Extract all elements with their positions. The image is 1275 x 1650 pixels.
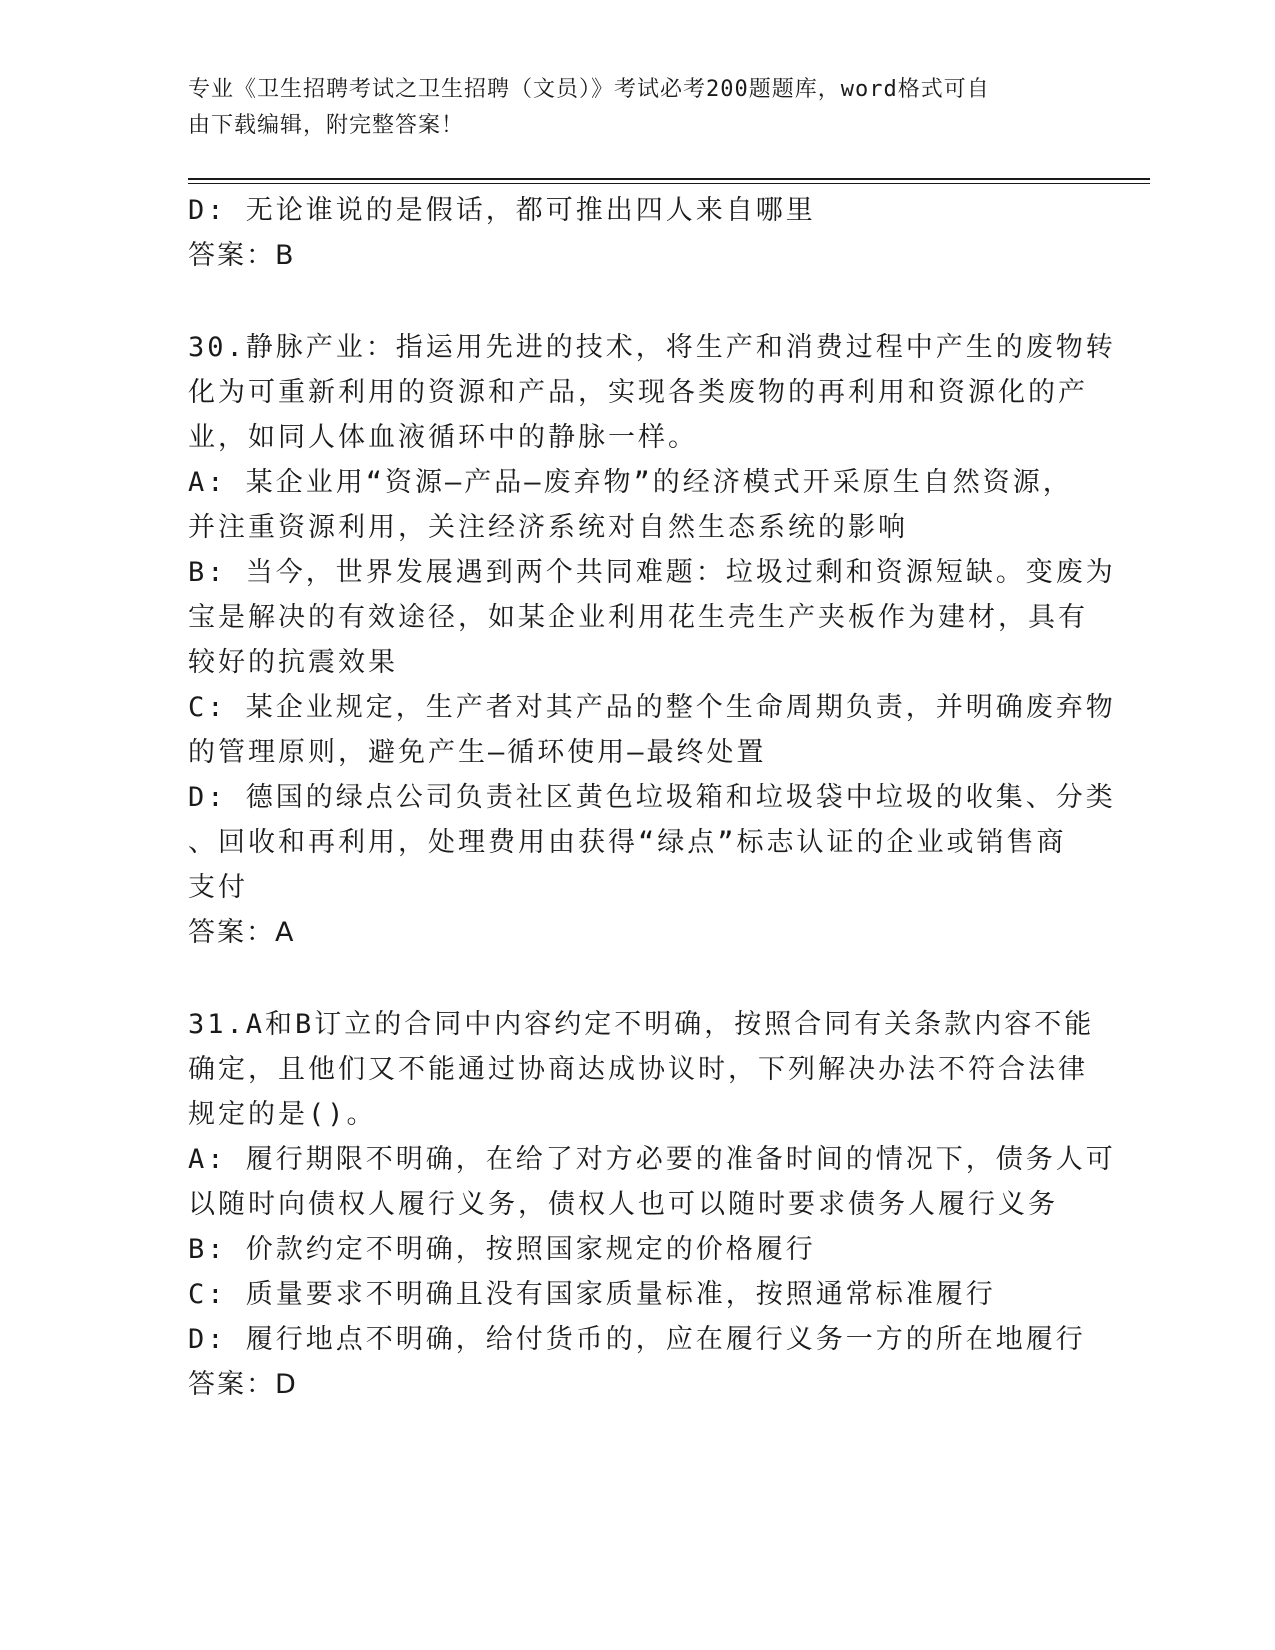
- option-d: D: 无论谁说的是假话，都可推出四人来自哪里: [188, 195, 816, 226]
- option-a: A: 某企业用“资源—产品—废弃物”的经济模式开采原生自然资源，: [188, 467, 1073, 498]
- option-b: B: 当今，世界发展遇到两个共同难题：垃圾过剩和资源短缺。变废为: [188, 557, 1116, 588]
- option-d: D: 德国的绿点公司负责社区黄色垃圾箱和垃圾袋中垃圾的收集、分类: [188, 782, 1116, 813]
- option-c: C: 某企业规定，生产者对其产品的整个生命周期负责，并明确废弃物: [188, 692, 1116, 723]
- header-line-1: 专业《卫生招聘考试之卫生招聘（文员）》考试必考200题题库，word格式可自: [188, 77, 990, 102]
- spacer: [188, 955, 1078, 1002]
- question-30: [188, 325, 1116, 955]
- previous-question-tail: [188, 188, 1078, 278]
- answer-line: 答案：D: [188, 1369, 298, 1400]
- option-c: C: 质量要求不明确且没有国家质量标准，按照通常标准履行: [188, 1279, 996, 1310]
- question-31: [188, 1002, 1116, 1407]
- document-header: [188, 72, 1068, 144]
- option-a: 并注重资源利用，关注经济系统对自然生态系统的影响: [188, 512, 908, 543]
- question-stem-line: 30.静脉产业：指运用先进的技术，将生产和消费过程中产生的废物转: [188, 332, 1116, 363]
- question-stem-line: 规定的是()。: [188, 1099, 377, 1130]
- option-b: B: 价款约定不明确，按照国家规定的价格履行: [188, 1234, 816, 1265]
- question-stem-line: 31.A和B订立的合同中内容约定不明确，按照合同有关条款内容不能: [188, 1009, 1095, 1040]
- answer-line: 答案：A: [188, 917, 296, 948]
- option-a: A: 履行期限不明确，在给了对方必要的准备时间的情况下，债务人可: [188, 1144, 1116, 1175]
- question-stem-line: 化为可重新利用的资源和产品，实现各类废物的再利用和资源化的产: [188, 377, 1088, 408]
- header-rule-thick: [188, 178, 1150, 180]
- option-d: 支付: [188, 872, 248, 903]
- option-d: D: 履行地点不明确，给付货币的，应在履行义务一方的所在地履行: [188, 1324, 1086, 1355]
- option-a: 以随时向债权人履行义务，债权人也可以随时要求债务人履行义务: [188, 1189, 1058, 1220]
- option-b: 较好的抗震效果: [188, 647, 398, 678]
- option-b: 宝是解决的有效途径，如某企业利用花生壳生产夹板作为建材，具有: [188, 602, 1088, 633]
- question-stem-line: 确定，且他们又不能通过协商达成协议时，下列解决办法不符合法律: [188, 1054, 1088, 1085]
- question-stem-line: 业，如同人体血液循环中的静脉一样。: [188, 422, 698, 453]
- document-body: [188, 188, 1116, 1407]
- option-c: 的管理原则，避免产生—循环使用—最终处置: [188, 737, 767, 768]
- answer-line: 答案：B: [188, 240, 296, 271]
- header-rule-thin: [188, 183, 1150, 184]
- header-line-2: 由下载编辑，附完整答案！: [188, 113, 465, 138]
- spacer: [188, 278, 1078, 325]
- option-d: 、回收和再利用，处理费用由获得“绿点”标志认证的企业或销售商: [188, 827, 1067, 858]
